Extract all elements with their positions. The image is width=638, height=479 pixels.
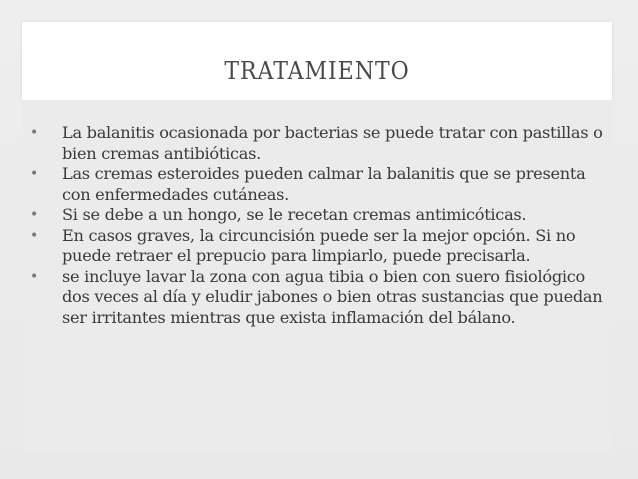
bullet-text: Si se debe a un hongo, se le recetan cremas antimicóticas. [62, 205, 527, 224]
bullet-item [30, 205, 610, 226]
title-box [22, 22, 612, 100]
bullet-dot-icon: • [30, 125, 39, 141]
bullet-dot-icon: • [30, 268, 39, 285]
slide-title: TRATAMIENTO [224, 57, 410, 85]
bullet-text: se incluye lavar la zona con agua tibia o bien con suero fisiológico dos veces al día y eludir jabones o bien otras sustancias que puedan ser irritantes mientras que exista inflamación del bálano. [62, 266, 603, 327]
bullet-item [30, 267, 610, 329]
bullet-text: La balanitis ocasionada por bacterias se puede tratar con pastillas o bien cremas antibióticas. [62, 123, 603, 163]
bullet-list [30, 123, 610, 328]
bullet-text: En casos graves, la circuncisión puede ser la mejor opción. Si no puede retraer el prepucio para limpiarlo, puede precisarla. [62, 225, 576, 265]
bullet-text: Las cremas esteroides pueden calmar la balanitis que se presenta con enfermedades cutáneas. [62, 164, 586, 204]
bullet-item [30, 226, 610, 267]
bullet-dot-icon: • [30, 166, 39, 182]
bullet-dot-icon: • [30, 227, 39, 244]
bullet-dot-icon: • [30, 207, 39, 223]
bullet-item [30, 123, 610, 164]
bullet-item [30, 164, 610, 205]
